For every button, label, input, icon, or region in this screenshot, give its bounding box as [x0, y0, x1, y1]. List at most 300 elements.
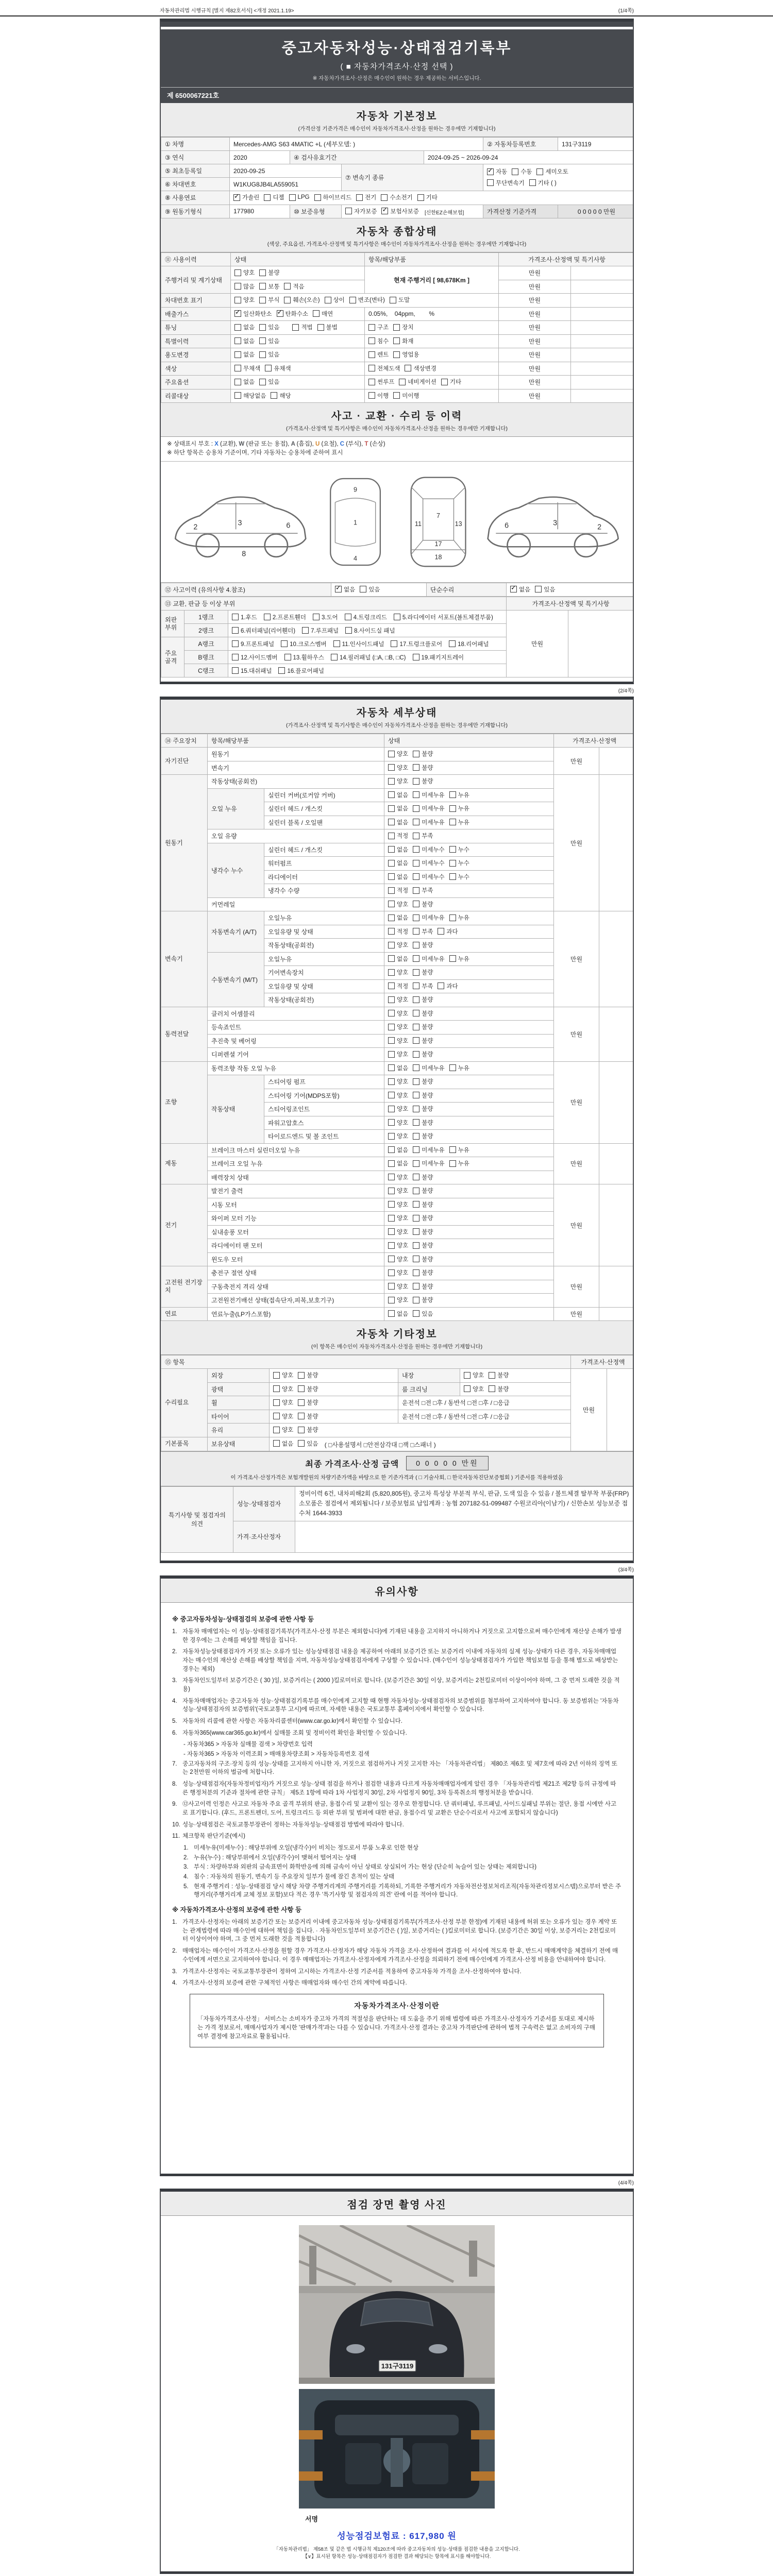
state-options [270, 1396, 398, 1410]
checkbox-6.쿼터패널(리어휀더)[interactable] [232, 626, 295, 635]
checkbox-11.인사이드패널[interactable] [333, 640, 384, 648]
checkbox-양호[interactable] [234, 268, 255, 277]
checkbox-있음[interactable] [259, 350, 279, 359]
checkbox-수소전기[interactable] [381, 193, 412, 201]
checkbox-불량[interactable] [298, 1412, 318, 1420]
checkbox-불량[interactable] [298, 1371, 318, 1379]
checkbox-누유[interactable] [449, 818, 469, 826]
item-label: 디퍼렌셜 기어 [208, 1048, 384, 1062]
checkbox-box-icon [413, 1188, 419, 1194]
checkbox-4.트렁크리드[interactable] [345, 613, 387, 621]
definition-box-body: 「자동차가격조사·산정」 서비스는 소비자가 중고차 가격의 적절성을 판단하는 데 도움을 주기 위해 법령에 따른 가격조사·산정자가 기준서를 토대로 제시하는 가격 정보로서, 매매사업자가 제시한 '판매가격'과는 다를 수 있습니다. 가격조사·산정 결과는 중고차 가격판단에 관하여 법적 구속력은 없고 소비자의 구매여부 결정에 참고자료로 활용됩니다. [197, 2015, 595, 2040]
checkbox-구조[interactable] [368, 323, 389, 331]
legend-code-label: (손상) [369, 441, 385, 447]
checkbox-무단변속기[interactable] [487, 179, 525, 187]
column-header: 항목/해당부품 [208, 734, 384, 748]
notice-item-number: 3. [172, 1677, 177, 1684]
checkbox-양호[interactable] [388, 941, 408, 949]
checkbox-세미오토[interactable] [536, 167, 568, 176]
checkbox-없음[interactable] [388, 1146, 408, 1154]
price-cell: 만원 [499, 334, 571, 348]
checkbox-box-icon [265, 365, 272, 371]
checkbox-색상변경[interactable] [405, 364, 436, 372]
checkbox-디젤[interactable] [264, 193, 284, 201]
checkbox-label: 4.트렁크리드 [353, 614, 387, 621]
checkbox-누수[interactable] [449, 859, 469, 867]
checkbox-불량[interactable] [413, 1105, 433, 1113]
checkbox-box-icon [273, 1385, 280, 1392]
checkbox-양호[interactable] [388, 995, 408, 1004]
checkbox-label: 적정 [397, 833, 409, 839]
checkbox-부족[interactable] [413, 886, 433, 894]
checkbox-양호[interactable] [388, 1268, 408, 1277]
notice-item-number: 4. [172, 1980, 177, 1987]
inspection-photo-underbody [299, 2389, 495, 2509]
checkbox-장치[interactable] [393, 323, 413, 331]
checkbox-해당없음[interactable] [234, 392, 266, 400]
notice-sub-text: 침수 : 자동차의 원동기, 변속기 등 주요장치 일부가 물에 잠긴 흔적이 있는 상태 [194, 1874, 395, 1880]
checkbox-미세누유[interactable] [413, 818, 444, 826]
hold-extra-items: ( □사용설명서 □안전삼각대 □잭 □스패너 ) [323, 1441, 436, 1448]
column-header: ⑭ 주요장치 [161, 734, 208, 748]
checkbox-불법[interactable] [317, 323, 338, 331]
checkbox-양호[interactable] [388, 1296, 408, 1304]
checkbox-미이행[interactable] [393, 392, 419, 400]
checkbox-box-icon [388, 982, 395, 989]
checkbox-자가보증[interactable] [345, 207, 377, 215]
checkbox-적정[interactable] [388, 832, 408, 840]
checkbox-불량[interactable] [413, 1228, 433, 1236]
checkbox-해당[interactable] [271, 392, 291, 400]
checkbox-화재[interactable] [393, 337, 413, 345]
checkbox-부식[interactable] [259, 296, 279, 304]
checkbox-훼손(오손)[interactable] [284, 296, 320, 304]
checkbox-불량[interactable] [413, 1296, 433, 1304]
checkbox-box-icon [449, 955, 456, 962]
row-label: 주행거리 및 계기상태 [161, 266, 231, 294]
state-options [384, 1130, 554, 1144]
price-cell: 만원 [499, 376, 571, 389]
checkbox-누수[interactable] [449, 845, 469, 854]
state-options [231, 280, 365, 294]
checkbox-누유[interactable] [449, 1146, 469, 1154]
checkbox-양호[interactable] [388, 968, 408, 976]
checkbox-label: 미세누유 [422, 915, 445, 921]
checkbox-있음[interactable] [298, 1439, 318, 1448]
checkbox-적음[interactable] [284, 282, 304, 291]
checkbox-10.크로스멤버[interactable] [281, 640, 327, 648]
checkbox-없음[interactable] [234, 350, 255, 359]
checkbox-LPG[interactable] [289, 194, 310, 201]
checkbox-양호[interactable] [388, 750, 408, 758]
checkbox-label: 불량 [307, 1372, 318, 1379]
first-registration-value: 2020-09-25 [230, 164, 342, 178]
checkbox-box-icon [413, 819, 419, 825]
checkbox-불량[interactable] [413, 1050, 433, 1058]
state-options [384, 870, 554, 884]
checkbox-미세누수[interactable] [413, 859, 444, 867]
checkbox-일산화탄소[interactable] [234, 310, 272, 318]
section-title: 자동차 기본정보 [356, 111, 438, 122]
checkbox-양호[interactable] [273, 1385, 293, 1393]
checkbox-box-icon [388, 1256, 395, 1262]
checkbox-양호[interactable] [388, 1241, 408, 1249]
checkbox-18.리어패널[interactable] [449, 640, 489, 648]
checkbox-적정[interactable] [388, 982, 408, 990]
checkbox-label: 일산화탄소 [243, 311, 272, 317]
notice-item-number: 11. [172, 1833, 180, 1840]
legend-code-label: (흠집), [296, 441, 315, 447]
checkbox-탄화수소[interactable] [277, 310, 308, 318]
checkbox-label: 15.대쉬패널 [241, 668, 272, 674]
checkbox-침수[interactable] [368, 337, 389, 345]
checkbox-적정[interactable] [388, 886, 408, 894]
checkbox-있음[interactable] [360, 585, 380, 594]
checkbox-label: 매연 [321, 311, 333, 317]
checkbox-무채색[interactable] [234, 364, 260, 372]
checkbox-불량[interactable] [259, 268, 279, 277]
checkbox-양호[interactable] [388, 1255, 408, 1263]
checkbox-box-icon [381, 208, 388, 214]
checkbox-양호[interactable] [388, 1228, 408, 1236]
checkbox-누수[interactable] [449, 873, 469, 881]
checkbox-양호[interactable] [273, 1412, 293, 1420]
checkbox-미세누유[interactable] [413, 1146, 444, 1154]
checkbox-누유[interactable] [449, 1159, 469, 1167]
license-plate-text: 131구3119 [381, 2362, 414, 2370]
inspection-period-value: 2024-09-25 ~ 2026-09-24 [424, 151, 634, 164]
checkbox-불량[interactable] [413, 1077, 433, 1086]
checkbox-양호[interactable] [388, 1037, 408, 1045]
checkbox-label: 자동 [496, 169, 508, 175]
checkbox-box-icon [278, 667, 285, 674]
checkbox-네비게이션[interactable] [399, 378, 436, 386]
checkbox-불량[interactable] [413, 1009, 433, 1018]
checkbox-box-icon [413, 1146, 419, 1153]
checkbox-많음[interactable] [234, 282, 255, 291]
checkbox-부족[interactable] [413, 982, 433, 990]
checkbox-box-icon [388, 764, 395, 771]
checkbox-양호[interactable] [234, 296, 255, 304]
checkbox-영업용[interactable] [393, 350, 419, 359]
checkbox-15.대쉬패널[interactable] [232, 667, 272, 675]
checkbox-과다[interactable] [438, 927, 458, 936]
checkbox-변조(변타)[interactable] [349, 296, 385, 304]
detail-condition [161, 734, 634, 1321]
checkbox-13.휠하우스[interactable] [284, 653, 324, 662]
state-options [384, 829, 554, 843]
item-label: 실린더 헤드 / 개스킷 [264, 802, 384, 816]
checkbox-기타[interactable] [441, 378, 461, 386]
state-options [384, 979, 554, 993]
inspector-comment [295, 1521, 634, 1552]
checkbox-box-icon [284, 283, 291, 290]
form-note: ※ 자동차가격조사·산정은 매수인이 원하는 경우 제공하는 서비스입니다. [312, 75, 481, 81]
notice-item-text: 자동차인도일부터 보증기간은 ( 30 )일, 보증거리는 ( 2000 )킬로미터로 합니다. (보증기간은 30일 이상, 보증거리는 2천킬로미터 이상이어야 하며, 그 중 먼저 도래한 것을 적용) [182, 1677, 620, 1693]
checkbox-label: 누유 [458, 1161, 469, 1167]
checkbox-label: 없음 [397, 915, 409, 921]
checkbox-불량[interactable] [413, 1091, 433, 1099]
checkbox-양호[interactable] [464, 1371, 484, 1379]
checkbox-없음[interactable] [388, 1064, 408, 1072]
page-2 [160, 697, 634, 1563]
checkbox-적법[interactable] [292, 323, 312, 331]
checkbox-없음[interactable] [388, 818, 408, 826]
checkbox-없음[interactable] [388, 1310, 408, 1318]
checkbox-3.도어[interactable] [313, 613, 338, 621]
checkbox-없음[interactable] [388, 804, 408, 812]
checkbox-box-icon [413, 1283, 419, 1290]
checkbox-누유[interactable] [449, 804, 469, 812]
checkbox-label: 18.리어패널 [458, 641, 489, 648]
notice-item-text: 자동차 매매업자는 이 성능·상태점검기록부(가격조사·산정 부분은 제외합니다)에 기재된 내용을 고지하지 아니하거나 거짓으로 고지함으로써 매수인에게 재산상 손해가 발생한 경우에는 그 손해를 배상할 책임을 집니다. [182, 1629, 621, 1643]
checkbox-없음[interactable] [388, 913, 408, 922]
price-cell: 만원 [499, 266, 571, 280]
checkbox-불량[interactable] [413, 750, 433, 758]
checkbox-box-icon [449, 914, 456, 921]
checkbox-17.트렁크플로어[interactable] [391, 640, 442, 648]
checkbox-불량[interactable] [413, 1255, 433, 1263]
checkbox-8.사이드실 패널[interactable] [345, 626, 395, 635]
checkbox-불량[interactable] [413, 1132, 433, 1140]
checkbox-없음[interactable] [510, 585, 530, 594]
checkbox-양호[interactable] [273, 1426, 293, 1434]
checkbox-누유[interactable] [449, 955, 469, 963]
checkbox-가솔린[interactable] [233, 193, 259, 201]
checkbox-불량[interactable] [298, 1398, 318, 1406]
checkbox-양호[interactable] [388, 1105, 408, 1113]
checkbox-없음[interactable] [388, 873, 408, 881]
checkbox-양호[interactable] [388, 1050, 408, 1058]
checkbox-양호[interactable] [388, 1173, 408, 1181]
checkbox-없음[interactable] [388, 955, 408, 963]
checkbox-불량[interactable] [413, 777, 433, 785]
checkbox-label: 과다 [446, 983, 458, 990]
vin-value: W1KUG8JB4LA559051 [230, 178, 342, 191]
checkbox-누유[interactable] [449, 913, 469, 922]
checkbox-불량[interactable] [489, 1371, 509, 1379]
checkbox-없음[interactable] [234, 323, 255, 331]
checkbox-유채색[interactable] [265, 364, 291, 372]
checkbox-양호[interactable] [388, 1200, 408, 1209]
checkbox-양호[interactable] [388, 1187, 408, 1195]
inspection-photos [161, 2216, 633, 2509]
checkbox-렌트[interactable] [368, 350, 389, 359]
checkbox-전기[interactable] [356, 193, 376, 201]
checkbox-불량[interactable] [298, 1426, 318, 1434]
checkbox-미세누수[interactable] [413, 873, 444, 881]
checkbox-기타[interactable] [417, 193, 438, 201]
checkbox-label: 양호 [282, 1400, 294, 1406]
checkbox-하이브리드[interactable] [314, 193, 352, 201]
checkbox-불량[interactable] [413, 941, 433, 949]
page-marker-1: (1/4쪽) [618, 8, 634, 14]
checkbox-box-icon [413, 914, 419, 921]
checkbox-적정[interactable] [388, 927, 408, 936]
notice-item-number: 1. [172, 1629, 177, 1635]
field-label: ③ 연식 [161, 151, 230, 164]
checkbox-label: 불량 [422, 1174, 433, 1181]
column-header: 항목/해당부품 [365, 253, 499, 266]
checkbox-불량[interactable] [413, 1241, 433, 1249]
checkbox-양호[interactable] [388, 1023, 408, 1031]
checkbox-없음[interactable] [234, 337, 255, 345]
checkbox-보험사보증[interactable] [381, 207, 419, 215]
checkbox-label: 불량 [422, 942, 433, 948]
checkbox-자동[interactable] [487, 167, 507, 176]
checkbox-불량[interactable] [413, 1037, 433, 1045]
checkbox-label: 누유 [458, 956, 469, 962]
notice-item-text: 중고자동차의 구조·장치 등의 성능·상태를 고지하지 아니한 자, 거짓으로 점검하거나 거짓 고지한 자는 「자동차관리법」 제80조 제6호 및 제7호에 따라 2년 이하의 징역 또는 2천만원 이하의 벌금에 처합니다. [182, 1760, 617, 1776]
checkbox-양호[interactable] [273, 1371, 293, 1379]
checkbox-14.필러패널 (□A, □B, □C)[interactable] [331, 653, 406, 662]
checkbox-12.사이드멤버[interactable] [232, 653, 278, 662]
checkbox-불량[interactable] [298, 1385, 318, 1393]
notice-item-number: 2. [172, 1948, 177, 1955]
checkbox-box-icon [273, 1372, 280, 1379]
checkbox-누유[interactable] [449, 1064, 469, 1072]
checkbox-부족[interactable] [413, 927, 433, 936]
checkbox-불량[interactable] [413, 995, 433, 1004]
checkbox-box-icon [234, 324, 241, 331]
checkbox-있음[interactable] [259, 337, 279, 345]
checkbox-수동[interactable] [512, 167, 532, 176]
checkbox-미세누유[interactable] [413, 955, 444, 963]
checkbox-미세누유[interactable] [413, 804, 444, 812]
checkbox-전체도색[interactable] [368, 364, 400, 372]
rank-items [228, 624, 507, 637]
car-top-front-diagram [314, 470, 397, 573]
checkbox-도말[interactable] [390, 296, 410, 304]
state-options [460, 1382, 571, 1396]
checkbox-불량[interactable] [489, 1385, 509, 1393]
checkbox-매연[interactable] [313, 310, 333, 318]
checkbox-불량[interactable] [413, 764, 433, 772]
checkbox-미세누수[interactable] [413, 845, 444, 854]
form-subtitle: ( ■ 자동차가격조사·산정 선택 ) [340, 62, 453, 71]
checkbox-19.패키지트레이[interactable] [413, 653, 464, 662]
checkbox-과다[interactable] [438, 982, 458, 990]
checkbox-양호[interactable] [388, 1077, 408, 1086]
state-options [384, 1021, 554, 1035]
checkbox-양호[interactable] [388, 900, 408, 908]
state-options [384, 1048, 554, 1062]
checkbox-양호[interactable] [464, 1385, 484, 1393]
checkbox-썬루프[interactable] [368, 378, 394, 386]
checkbox-부족[interactable] [413, 832, 433, 840]
checkbox-있음[interactable] [413, 1310, 433, 1318]
checkbox-label: 불량 [422, 901, 433, 908]
checkbox-9.프론트패널[interactable] [232, 640, 274, 648]
checkbox-양호[interactable] [388, 777, 408, 785]
checkbox-불량[interactable] [413, 968, 433, 976]
checkbox-box-icon [413, 751, 419, 757]
price-cell: 만원 [554, 748, 599, 775]
checkbox-미세누유[interactable] [413, 791, 444, 799]
checkbox-양호[interactable] [388, 1132, 408, 1140]
checkbox-label: 양호 [397, 1297, 409, 1303]
checkbox-label: 디젤 [273, 195, 284, 201]
checkbox-양호[interactable] [388, 1118, 408, 1127]
checkbox-누유[interactable] [449, 791, 469, 799]
checkbox-label: 양호 [397, 942, 409, 948]
checkbox-미세누유[interactable] [413, 1159, 444, 1167]
checkbox-box-icon [413, 1256, 419, 1262]
checkbox-1.후드[interactable] [232, 613, 257, 621]
checkbox-있음[interactable] [259, 378, 279, 386]
checkbox-불량[interactable] [413, 1173, 433, 1181]
checkbox-양호[interactable] [273, 1398, 293, 1406]
checkbox-없음[interactable] [335, 585, 355, 594]
checkbox-이행[interactable] [368, 392, 389, 400]
checkbox-5.라디에이터 서포트(볼트체결부품)[interactable] [394, 613, 493, 621]
checkbox-불량[interactable] [413, 1187, 433, 1195]
checkbox-불량[interactable] [413, 1118, 433, 1127]
checkbox-없음[interactable] [388, 791, 408, 799]
checkbox-label: 자가보증 [354, 208, 377, 215]
checkbox-box-icon [413, 1092, 419, 1098]
checkbox-보통[interactable] [259, 282, 279, 291]
section-band-photos [161, 2192, 633, 2216]
section-subtitle: (가격산정 기준가격은 매수인이 자동차가격조사·산정을 원하는 경우에만 기재합니다) [298, 126, 496, 132]
checkbox-16.플로어패널[interactable] [278, 667, 324, 675]
price-cell: 만원 [499, 307, 571, 321]
checkbox-불량[interactable] [413, 1214, 433, 1222]
checkbox-없음[interactable] [388, 859, 408, 867]
checkbox-미세누유[interactable] [413, 913, 444, 922]
checkbox-box-icon [394, 614, 400, 620]
checkbox-기타 ( )[interactable] [529, 179, 557, 187]
checkbox-양호[interactable] [388, 1009, 408, 1018]
checkbox-box-icon [413, 764, 419, 771]
state-options [384, 1075, 554, 1089]
inspector-comment: 정비이력 6건, 내차피해2회 (5,820,805원), 중고차 특성상 부분적 부식, 판금, 도색 있을 수 있음 / 볼트체결 탈부착 부품(FRP)소모품은 점검에서 제외됩니다 / 보증보험료 납입계좌 : 농협 207182-51-099487 수원코리아(이남기) / 신한손보 성능보증 접수처 1644-3933 [295, 1487, 634, 1521]
notice-sub-number: 4. [183, 1874, 189, 1880]
checkbox-7.루프패널[interactable] [302, 626, 339, 635]
checkbox-불량[interactable] [413, 900, 433, 908]
checkbox-상이[interactable] [325, 296, 345, 304]
checkbox-box-icon [388, 1269, 395, 1276]
checkbox-label: 있음 [422, 1311, 433, 1317]
checkbox-불량[interactable] [413, 1023, 433, 1031]
checkbox-없음[interactable] [234, 378, 255, 386]
checkbox-없음[interactable] [388, 845, 408, 854]
checkbox-label: 7.루프패널 [311, 628, 339, 634]
checkbox-없음[interactable] [273, 1439, 293, 1448]
checkbox-있음[interactable] [259, 323, 279, 331]
checkbox-양호[interactable] [388, 1091, 408, 1099]
checkbox-불량[interactable] [413, 1282, 433, 1291]
rank-item-checkboxes [232, 640, 502, 648]
checkbox-2.프론트휀더[interactable] [264, 613, 306, 621]
checkbox-미세누유[interactable] [413, 1064, 444, 1072]
checkbox-불량[interactable] [413, 1200, 433, 1209]
checkbox-없음[interactable] [388, 1159, 408, 1167]
checkbox-있음[interactable] [535, 585, 555, 594]
checkbox-양호[interactable] [388, 1282, 408, 1291]
remarks-table [161, 1486, 633, 1553]
checkbox-불량[interactable] [413, 1268, 433, 1277]
checkbox-양호[interactable] [388, 764, 408, 772]
checkbox-box-icon [292, 324, 299, 331]
checkbox-label: 불량 [422, 1283, 433, 1290]
state-options [384, 1034, 554, 1048]
checkbox-양호[interactable] [388, 1214, 408, 1222]
checkbox-label: 미세누수 [422, 860, 445, 867]
checkbox-box-icon [413, 901, 419, 907]
item-label: 스티어링 기어(MDPS포함) [264, 1089, 384, 1103]
checkbox-label: 11.인사이드패널 [342, 641, 384, 648]
